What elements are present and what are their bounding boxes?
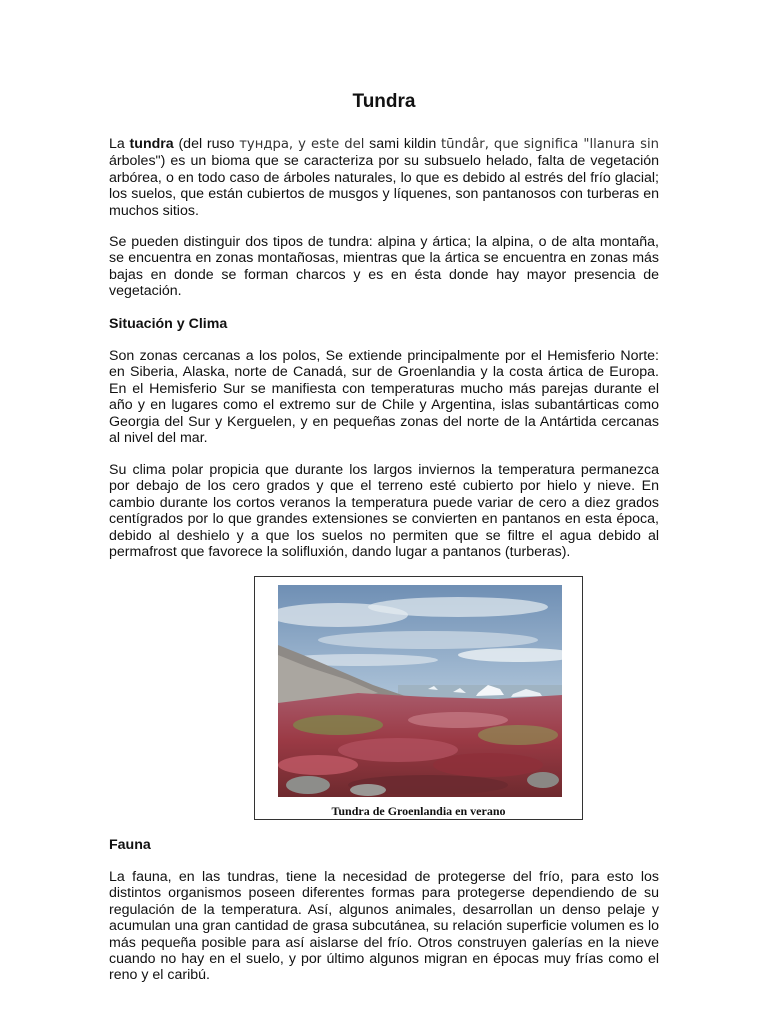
tundra-figure	[254, 576, 583, 820]
page-title: Tundra	[352, 91, 416, 112]
tundra-photo	[278, 585, 562, 797]
paragraph-clima: Su clima polar propicia que durante los largos inviernos la temperatura permanezca por debajo de los cero grados y que el terreno esté cubierto por hielo y nieve. En cambio durante los cortos veranos la temperatura puede variar de cero a diez grados centígrados por lo que grandes extensiones se convierten en pantanos en esta época, debido al deshielo y a que los suelos no permiten que se filtre el agua debido al permafrost que favorece la solifluxión, dando lugar a pantanos (turberas).	[109, 462, 659, 561]
intro-text-1: La	[109, 136, 130, 152]
figure-caption: Tundra de Groenlandia en verano	[331, 804, 506, 818]
paragraph-situacion: Son zonas cercanas a los polos, Se extiende principalmente por el Hemisferio Norte: en Siberia, Alaska, norte de Canadá, sur de Groenlandia y la costa ártica de Europa. En el Hemisferio Sur se manifiesta con temperaturas mucho más parejas durante el año y en lugares como el extremo sur de Chile y Argentina, islas subantárticas como Georgia del Sur y Kerguelen, y en pequeñas zonas del norte de la Antártida cercanas al nivel del mar.	[109, 348, 659, 447]
intro-text-3: sami kildin	[364, 136, 441, 152]
intro-cyrillic: тундра, y este del	[239, 137, 365, 152]
intro-sami: tūndâr, que significa "llanura sin	[440, 137, 659, 152]
intro-text-4: árboles") es un bioma que se caracteriza por su subsuelo helado, falta de vegetación arbórea, o en todo caso de árboles naturales, lo que es debido al estrés del frío glacial; los suelos, que están cubiertos de musgos y líquenes, son pantanosos con turberas en muchos sitios.	[109, 153, 659, 219]
intro-text-2: (del ruso	[173, 136, 240, 152]
intro-bold-term: tundra	[129, 136, 174, 152]
intro-paragraph	[109, 136, 659, 219]
paragraph-tipos: Se pueden distinguir dos tipos de tundra: alpina y ártica; la alpina, o de alta montaña, se encuentra en zonas montañosas, mientras que la ártica se encuentra en zonas más bajas en donde se forman charcos y es en ésta donde hay mayor presencia de vegetación.	[109, 234, 659, 300]
section-heading-fauna: Fauna	[109, 837, 151, 853]
paragraph-fauna: La fauna, en las tundras, tiene la necesidad de protegerse del frío, para esto los distintos organismos poseen diferentes formas para protegerse dependiendo de su regulación de la temperatura. Así, algunos animales, desarrollan un denso pelaje y acumulan una gran cantidad de grasa subcutánea, su relación superficie volumen es lo más pequeña posible para así aislarse del frío. Otros construyen galerías en la nieve cuando no hay en el suelo, y por último algunos migran en épocas muy frías como el reno y el caribú.	[109, 869, 659, 984]
section-heading-clima: Situación y Clima	[109, 316, 228, 332]
